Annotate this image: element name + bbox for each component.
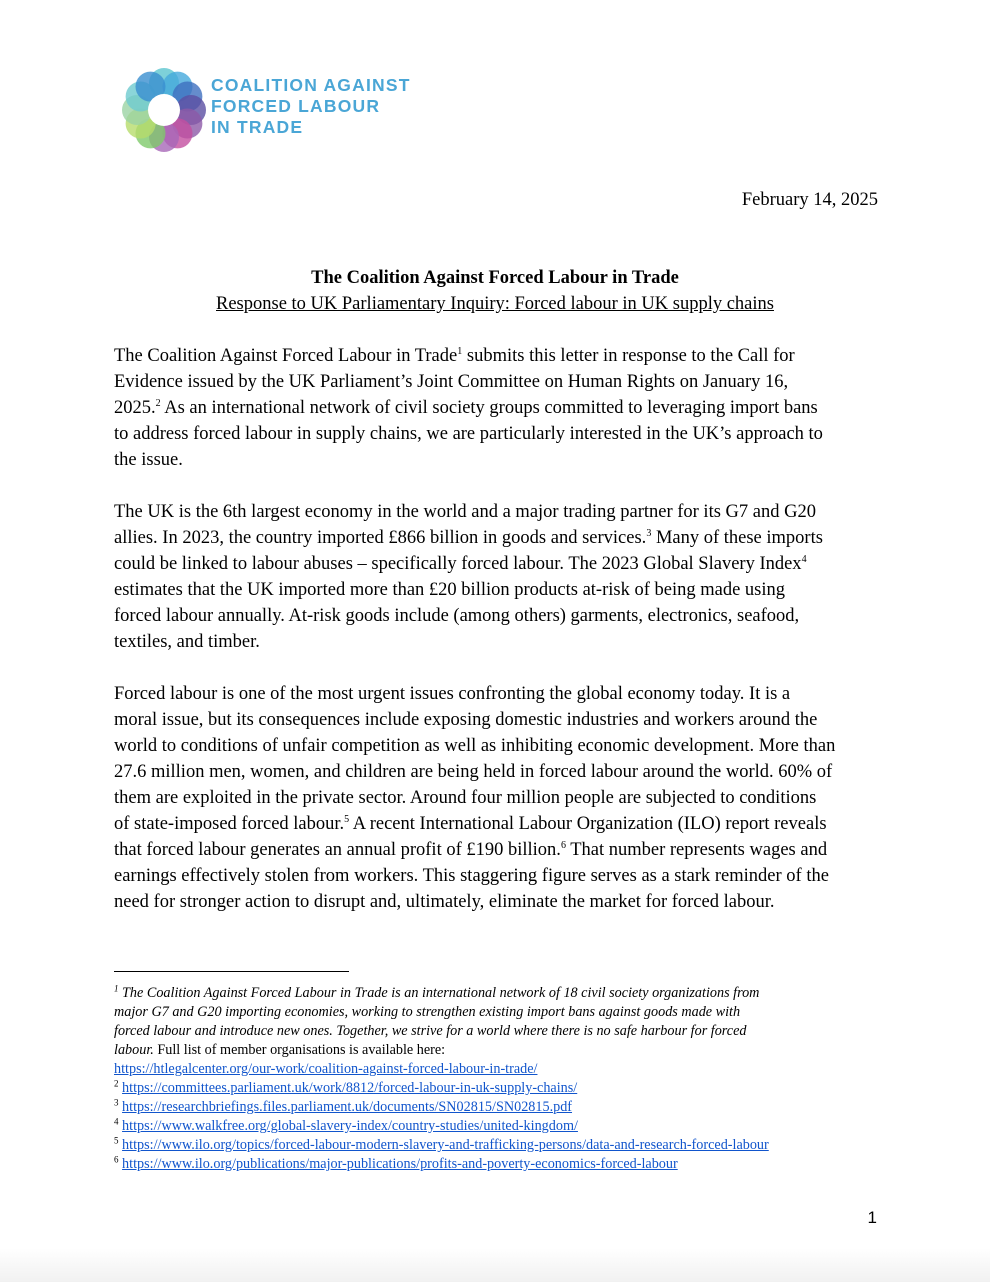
footnote-5-link[interactable]: https://www.ilo.org/topics/forced-labour-modern-slavery-and-trafficking-persons/data-and-research-forced-labour xyxy=(122,1137,769,1153)
footnote-1: $^1$ The Coalition Against Forced Labour in Trade is an international network of 18 civil society organizations from major G7 and G20 importing economies, working to strengthen existing import bans against goods made with forced labour and introduce new ones. Together, we strive for a world where there is no safe harbour for forced labour. Full list of member organisations is available here: https://htlegalcenter.org/our-work/coalition-against-forced-labour-in-trade/ xyxy=(114,983,760,1077)
footnote-6-link[interactable]: https://www.ilo.org/publications/major-publications/profits-and-poverty-economics-forced-labour xyxy=(122,1156,678,1172)
footnote-6: $^6$ https://www.ilo.org/publications/major-publications/profits-and-poverty-economics-forced-labour xyxy=(114,1154,678,1172)
footnote-5: $^5$ https://www.ilo.org/topics/forced-labour-modern-slavery-and-trafficking-persons/data-and-research-forced-labour xyxy=(114,1135,769,1153)
document-title: The Coalition Against Forced Labour in Trade xyxy=(311,268,679,288)
document-subtitle: Response to UK Parliamentary Inquiry: Forced labour in UK supply chains xyxy=(216,294,774,314)
footnote-ref-5[interactable]: 5 xyxy=(344,813,350,825)
coalition-logo xyxy=(122,68,206,152)
page-number: 1 xyxy=(867,1208,877,1227)
paragraph-3: Forced labour is one of the most urgent issues confronting the global economy today. It is a moral issue, but its consequences include exposing domestic industries and workers around the world to conditions of unfair competition as well as inhibiting economic development. More than 27.6 million men, women, and children are being held in forced labour around the world. 60% of them are exploited in the private sector. Around four million people are subjected to conditions of state-imposed forced labour.$^5$ A recent International Labour Organization (ILO) report reveals that forced labour generates an annual profit of £190 billion.$^6$ That number represents wages and earnings effectively stolen from workers. This staggering figure serves as a stark reminder of the need for stronger action to disrupt and, ultimately, eliminate the market for forced labour. xyxy=(114,684,836,912)
footnote-2: $^2$ https://committees.parliament.uk/work/8812/forced-labour-in-uk-supply-chains/ xyxy=(114,1078,578,1096)
paragraph-1: The Coalition Against Forced Labour in Trade$^1$ submits this letter in response to the Call for Evidence issued by the UK Parliament’s Joint Committee on Human Rights on January 16, 2025.$^2$ As an international network of civil society groups committed to leveraging import bans to address forced labour in supply chains, we are particularly interested in the UK’s approach to the issue. xyxy=(114,345,823,470)
footnote-divider xyxy=(114,971,349,972)
logo-line-2: FORCED LABOUR xyxy=(211,96,381,116)
footnote-3: $^3$ https://researchbriefings.files.parliament.uk/documents/SN02815/SN02815.pdf xyxy=(114,1097,573,1115)
logo-wordmark xyxy=(211,75,411,138)
footnote-3-link[interactable]: https://researchbriefings.files.parliament.uk/documents/SN02815/SN02815.pdf xyxy=(122,1099,573,1115)
logo-center xyxy=(148,94,180,126)
paragraph-2: The UK is the 6th largest economy in the world and a major trading partner for its G7 and G20 allies. In 2023, the country imported £866 billion in goods and services.$^3$ Many of these imports could be linked to labour abuses – specifically forced labour. The 2023 Global Slavery Index$^4$ estimates that the UK imported more than £20 billion products at-risk of being made using forced labour annually. At-risk goods include (among others) garments, electronics, seafood, textiles, and timber. xyxy=(114,502,823,652)
footnote-ref-2[interactable]: 2 xyxy=(155,397,161,409)
logo-line-3: IN TRADE xyxy=(211,117,304,137)
footnote-4-link[interactable]: https://www.walkfree.org/global-slavery-index/country-studies/united-kingdom/ xyxy=(122,1118,578,1134)
footnote-4: $^4$ https://www.walkfree.org/global-slavery-index/country-studies/united-kingdom/ xyxy=(114,1116,578,1134)
footnote-ref-6[interactable]: 6 xyxy=(560,839,566,851)
footnote-1-link[interactable]: https://htlegalcenter.org/our-work/coalition-against-forced-labour-in-trade/ xyxy=(114,1061,538,1077)
footnote-2-link[interactable]: https://committees.parliament.uk/work/8812/forced-labour-in-uk-supply-chains/ xyxy=(122,1080,578,1096)
letter-body xyxy=(114,343,882,941)
page-bottom-shadow xyxy=(0,1248,990,1282)
footnote-ref-4[interactable]: 4 xyxy=(801,553,807,565)
letter-date: February 14, 2025 xyxy=(741,190,878,210)
footnotes xyxy=(114,984,884,1174)
footnote-ref-3[interactable]: 3 xyxy=(646,527,652,539)
logo-line-1: COALITION AGAINST xyxy=(211,75,411,95)
footnote-ref-1[interactable]: 1 xyxy=(457,345,463,357)
